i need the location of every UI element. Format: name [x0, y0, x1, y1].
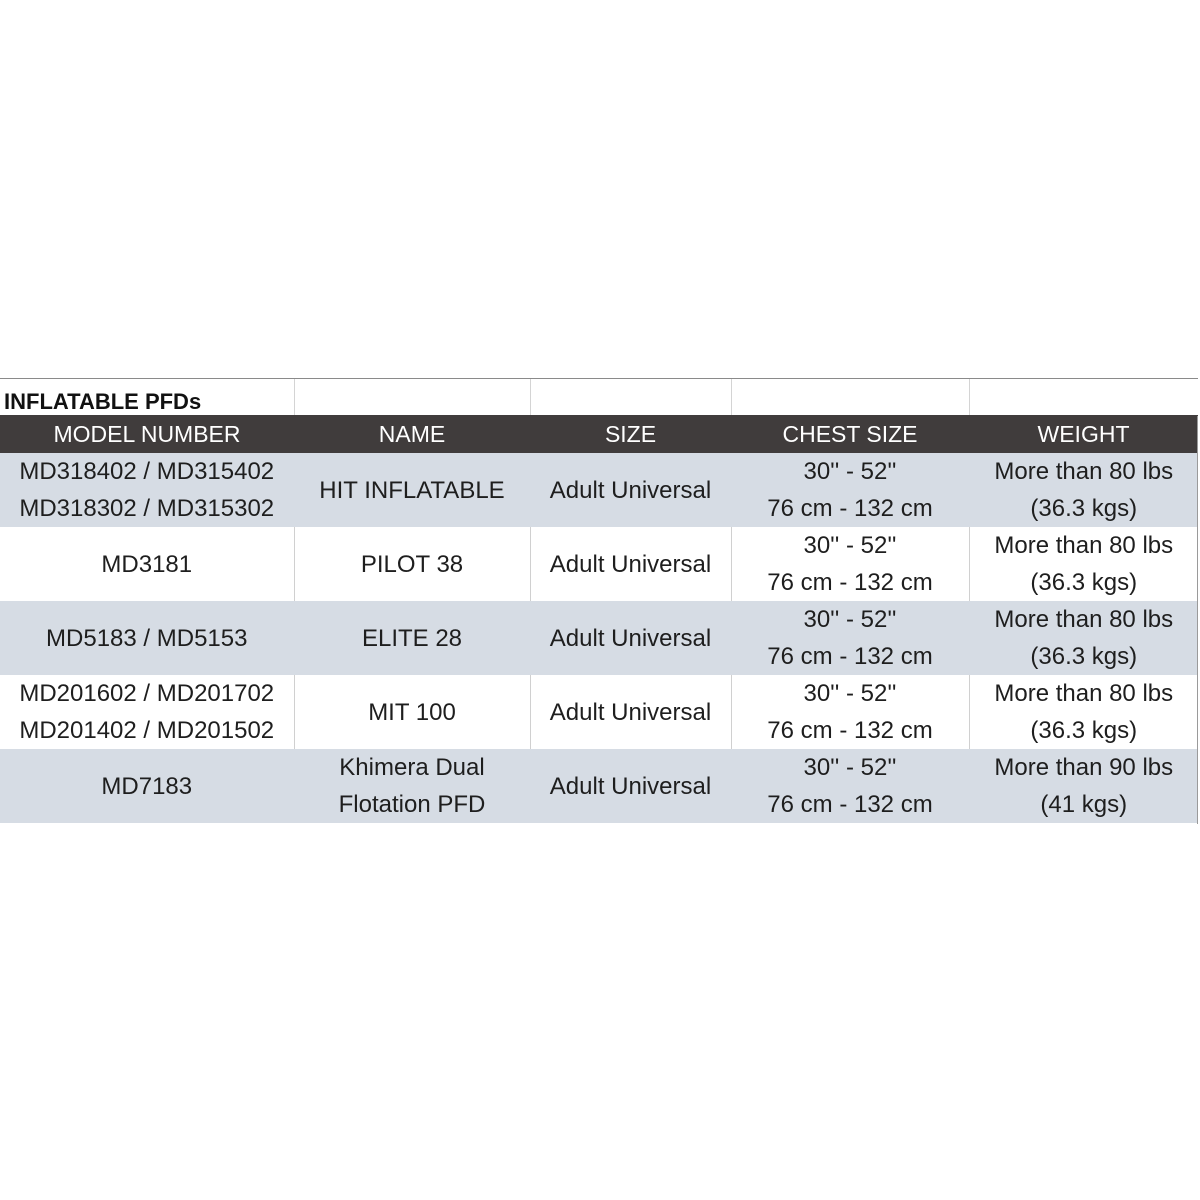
model-number-cell [0, 527, 294, 601]
table-row [0, 675, 1198, 749]
model-number-cell [0, 749, 294, 823]
weight-cell [969, 675, 1198, 749]
weight-lbs: More than 80 lbs [994, 680, 1174, 707]
chest-size-cell [731, 601, 969, 675]
header-model-number: MODEL NUMBER [0, 415, 294, 453]
product-name: ELITE 28 [361, 624, 463, 652]
table-row [0, 527, 1198, 601]
table-row [0, 749, 1198, 823]
chest-inches: 30'' - 52'' [803, 532, 897, 559]
chest-cm: 76 cm - 132 cm [767, 717, 933, 744]
size-cell: Adult Universal [530, 453, 731, 527]
model-number: MD7183 [101, 772, 193, 800]
chest-inches: 30'' - 52'' [803, 606, 897, 633]
blank-cell [294, 379, 530, 415]
chest-cm: 76 cm - 132 cm [767, 643, 933, 670]
size-cell: Adult Universal [530, 601, 731, 675]
header-row [0, 415, 1198, 453]
model-number-cell [0, 675, 294, 749]
model-number: MD5183 / MD5153 [46, 624, 248, 652]
chest-inches: 30'' - 52'' [803, 754, 897, 781]
chest-size-cell [731, 527, 969, 601]
weight-kgs: (36.3 kgs) [1030, 569, 1138, 596]
blank-cell [530, 379, 731, 415]
header-chest-size: CHEST SIZE [731, 415, 969, 453]
title-row [0, 379, 1198, 415]
weight-lbs: More than 90 lbs [994, 754, 1174, 781]
product-name: Khimera Dual [339, 754, 485, 781]
chest-size-cell [731, 675, 969, 749]
weight-lbs: More than 80 lbs [994, 458, 1174, 485]
header-name: NAME [294, 415, 530, 453]
weight-cell [969, 453, 1198, 527]
model-number: MD318302 / MD315302 [19, 495, 275, 522]
header-weight: WEIGHT [969, 415, 1198, 453]
product-name: HIT INFLATABLE [319, 476, 505, 504]
model-number-cell [0, 453, 294, 527]
weight-lbs: More than 80 lbs [994, 532, 1174, 559]
table-row [0, 453, 1198, 527]
table-title: INFLATABLE PFDs [0, 379, 294, 415]
name-cell [294, 453, 530, 527]
name-cell [294, 527, 530, 601]
weight-lbs: More than 80 lbs [994, 606, 1174, 633]
chest-inches: 30'' - 52'' [803, 458, 897, 485]
size-cell: Adult Universal [530, 527, 731, 601]
weight-kgs: (36.3 kgs) [1030, 495, 1138, 522]
chest-inches: 30'' - 52'' [803, 680, 897, 707]
table-row [0, 601, 1198, 675]
pfd-table [0, 379, 1198, 823]
name-cell [294, 601, 530, 675]
product-name: MIT 100 [368, 698, 456, 726]
weight-kgs: (41 kgs) [1040, 791, 1128, 818]
weight-kgs: (36.3 kgs) [1030, 643, 1138, 670]
name-cell [294, 675, 530, 749]
table-right-border [1197, 416, 1198, 824]
weight-cell [969, 527, 1198, 601]
header-size: SIZE [530, 415, 731, 453]
blank-cell [969, 379, 1198, 415]
weight-cell [969, 749, 1198, 823]
weight-cell [969, 601, 1198, 675]
model-number: MD201602 / MD201702 [19, 680, 275, 707]
product-name: PILOT 38 [360, 550, 464, 578]
chest-size-cell [731, 453, 969, 527]
name-cell [294, 749, 530, 823]
size-cell: Adult Universal [530, 749, 731, 823]
chest-cm: 76 cm - 132 cm [767, 495, 933, 522]
model-number: MD318402 / MD315402 [19, 458, 275, 485]
model-number: MD3181 [101, 550, 193, 578]
weight-kgs: (36.3 kgs) [1030, 717, 1138, 744]
size-cell: Adult Universal [530, 675, 731, 749]
chest-cm: 76 cm - 132 cm [767, 791, 933, 818]
chest-size-cell [731, 749, 969, 823]
chest-cm: 76 cm - 132 cm [767, 569, 933, 596]
blank-cell [731, 379, 969, 415]
model-number: MD201402 / MD201502 [19, 717, 275, 744]
product-name: Flotation PFD [338, 791, 486, 818]
model-number-cell [0, 601, 294, 675]
